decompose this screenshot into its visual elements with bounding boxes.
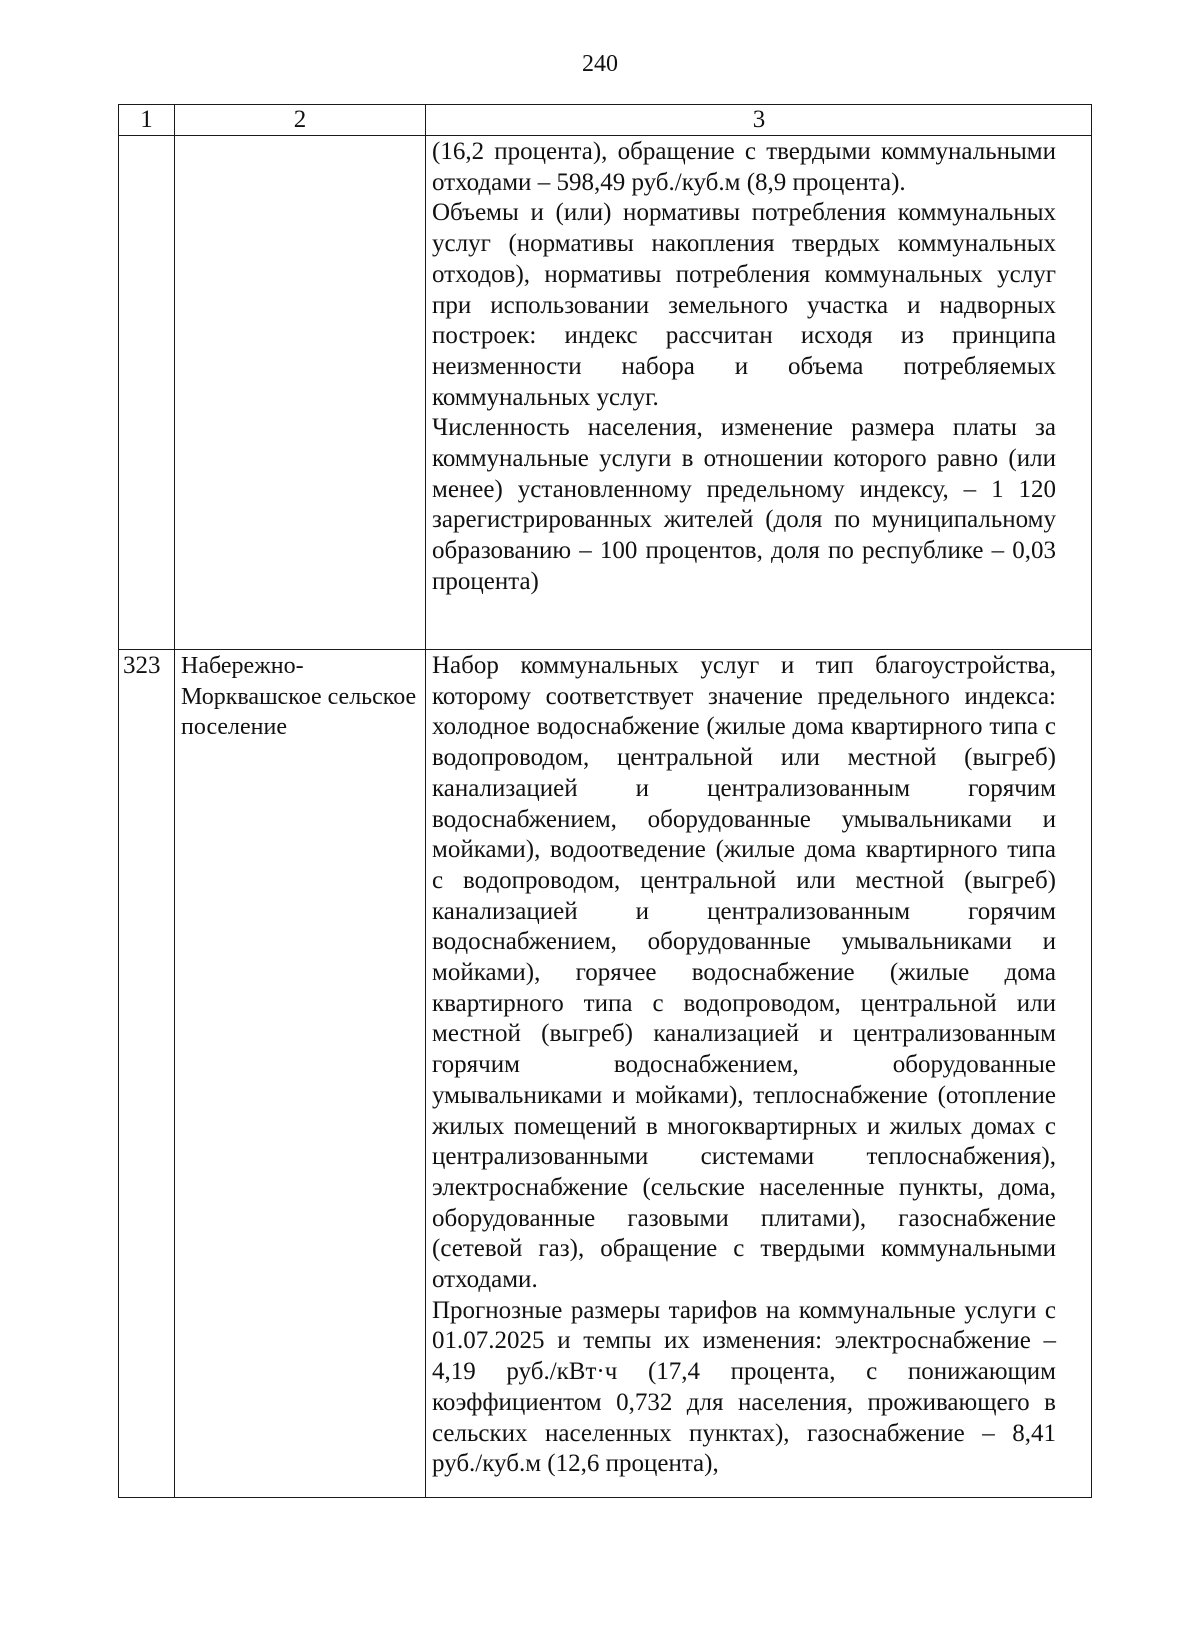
column-header-3: 3: [752, 106, 766, 133]
column-divider-2: [425, 105, 426, 1497]
column-header-2: 2: [293, 106, 307, 133]
paragraph: (16,2 процента), обращение с твердыми коммунальными отходами – 598,49 руб./куб.м (8,9 процента).: [432, 138, 1056, 196]
tariff-table: [118, 104, 1092, 1498]
paragraph: Набор коммунальных услуг и тип благоустройства, которому соответствует значение предельного индекса: холодное водоснабжение (жилые дома квартирного типа с водопроводом, центральной или местной (выгреб) канализацией и централизованным горячим водоснабжением, оборудованные умывальниками и мойками), водоотведение (жилые дома квартирного типа с водопроводом, центральной или местной (выгреб) канализацией и централизованным горячим водоснабжением, оборудованные умывальниками и мойками), горячее водоснабжение (жилые дома квартирного типа с водопроводом, центральной или местной (выгреб) канализацией и централизованным горячим водоснабжением, оборудованные умывальниками и мойками), теплоснабжение (отопление жилых помещений в многоквартирных и жилых домах с централизованными системами теплоснабжения), электроснабжение (сельские населенные пункты, дома, оборудованные газовыми плитами), газоснабжение (сетевой газ), обращение с твердыми коммунальными отходами.: [432, 652, 1056, 1294]
page-number: 240: [582, 51, 618, 77]
row-number: 323: [123, 652, 161, 679]
header-divider: [119, 135, 1091, 136]
row-divider: [119, 649, 1091, 650]
paragraph: Прогнозные размеры тарифов на коммунальные услуги с 01.07.2025 и темпы их изменения: электроснабжение – 4,19 руб./кВт·ч (17,4 процента, с понижающим коэффициентом 0,732 для населения, проживающего в сельских населенных пунктах), газоснабжение – 8,41 руб./куб.м (12,6 процента),: [432, 1296, 1056, 1478]
paragraph: Объемы и (или) нормативы потребления коммунальных услуг (нормативы накопления твердых коммунальных отходов), нормативы потребления коммунальных услуг при использовании земельного участка и надворных построек: индекс рассчитан исходя из принципа неизменности набора и объема потребляемых коммунальных услуг.: [432, 199, 1056, 411]
settlement-name: Набережно-Морквашское сельское поселение: [181, 653, 417, 741]
column-divider-1: [174, 105, 175, 1497]
continuation-text: [432, 137, 1056, 598]
column-header-1: 1: [140, 106, 153, 133]
paragraph: Численность населения, изменение размера платы за коммунальные услуги в отношении которого равно (или менее) установленному предельному индексу, – 1 120 зарегистрированных жителей (доля по муниципальному образованию – 100 процентов, доля по республике – 0,03 процента): [432, 414, 1056, 595]
row-description: [432, 651, 1056, 1480]
